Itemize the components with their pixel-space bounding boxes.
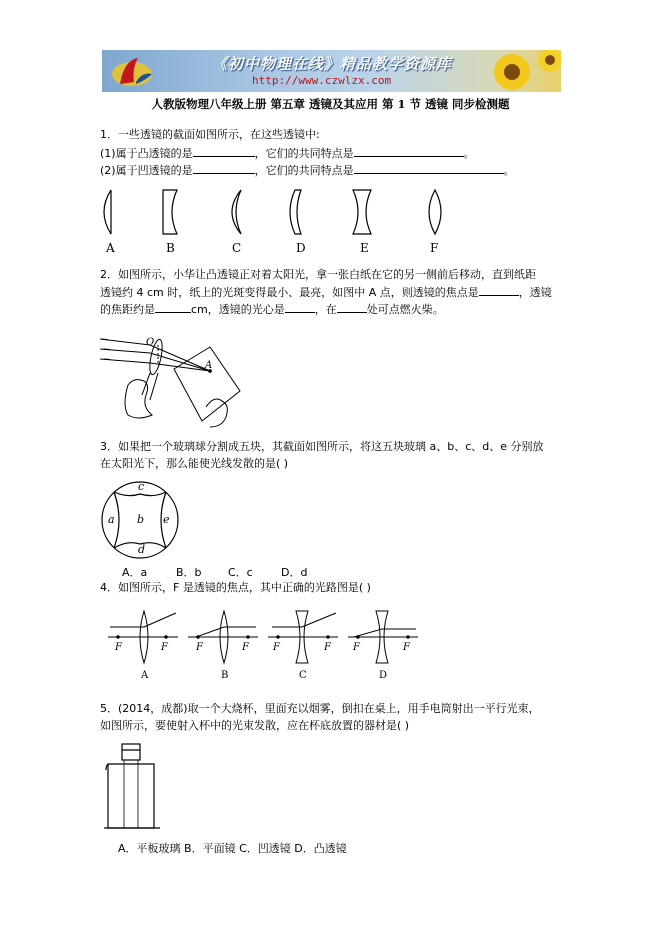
q1-label-d: D (296, 241, 306, 255)
q5-options[interactable]: A．平板玻璃 B．平面镜 C．凹透镜 D．凸透镜 (118, 842, 347, 855)
q4-focus-a1: F (115, 642, 122, 653)
q2-sunlight-lens-figure (98, 325, 258, 430)
q2-blank-optical-center[interactable] (285, 302, 315, 313)
q4-focus-d2: F (403, 642, 410, 653)
q3-option-d[interactable]: D．d (281, 566, 308, 579)
q5-beaker-flashlight-figure (100, 742, 170, 832)
logo-icon (106, 52, 166, 90)
q2-label-o: O (146, 337, 155, 348)
q4-label-b[interactable]: B (221, 670, 229, 681)
q3-line2: 在太阳光下，那么能使光线发散的是( ) (100, 457, 289, 470)
q5-line2: 如图所示，要使射入杯中的光束发散，应在杯底放置的器材是( ) (100, 719, 410, 732)
q3-part-c: c (138, 480, 145, 493)
q3-part-e: e (163, 513, 170, 526)
q5-line1: 5．(2014，成都)取一个大烧杯，里面充以烟雾，倒扣在桌上，用手电筒射出一平行光束， (100, 702, 540, 715)
q2-blank-ignite[interactable] (337, 302, 367, 313)
sunflower-decoration-icon (472, 50, 561, 92)
q1-label-e: E (360, 241, 369, 255)
q3-option-a[interactable]: A．a (122, 566, 148, 579)
q1-lens-figure (95, 188, 455, 238)
q3-line1: 3．如果把一个玻璃球分割成五块，其截面如图所示，将这五块玻璃 a、b、c、d、e 分别放 (100, 440, 544, 453)
q1-stem: 1．一些透镜的截面如图所示，在这些透镜中: (100, 128, 320, 141)
q4-focus-c2: F (324, 642, 331, 653)
q2-label-a: A (205, 360, 213, 371)
q3-option-b[interactable]: B．b (176, 566, 202, 579)
q4-focus-c1: F (273, 642, 280, 653)
q4-focus-a2: F (161, 642, 168, 653)
q1-blank-concave-feature[interactable] (354, 163, 504, 174)
q1-blank-concave[interactable] (193, 163, 255, 174)
q4-label-a[interactable]: A (141, 670, 149, 681)
document-title: 人教版物理八年级上册 第五章 透镜及其应用 第 1 节 透镜 同步检测题 (151, 97, 510, 111)
banner-title: 《初中物理在线》精品教学资源库 (212, 55, 453, 73)
q1-label-a: A (106, 241, 115, 255)
q4-focus-b2: F (242, 642, 249, 653)
q4-focus-d1: F (353, 642, 360, 653)
q3-part-b: b (137, 513, 145, 526)
q4-label-c[interactable]: C (299, 670, 307, 681)
q1-blank-convex[interactable] (193, 146, 255, 157)
q1-line2: (2)属于凹透镜的是 ，它们的共同特点是 。 (100, 164, 515, 177)
q4-focus-b1: F (196, 642, 203, 653)
q2-line1: 2．如图所示，小华让凸透镜正对着太阳光，拿一张白纸在它的另一侧前后移动，直到纸距 (100, 268, 536, 281)
q1-label-b: B (166, 241, 175, 255)
q2-blank-focus[interactable] (479, 285, 519, 296)
q1-label-c: C (232, 241, 242, 255)
q2-line2: 透镜约 4 cm 时，纸上的光斑变得最小、最亮，如图中 A 点，则透镜的焦点是 ，透镜 (100, 286, 552, 299)
q3-option-c[interactable]: C．c (228, 566, 253, 579)
q2-blank-focal-length[interactable] (155, 302, 191, 313)
banner-url[interactable]: http://www.czwlzx.com (252, 74, 392, 87)
q3-part-d: d (138, 543, 146, 556)
q1-blank-convex-feature[interactable] (354, 146, 464, 157)
q4-line1: 4．如图所示，F 是透镜的焦点，其中正确的光路图是( ) (100, 581, 371, 594)
header-banner (102, 50, 561, 92)
q1-label-f: F (430, 241, 439, 255)
q4-label-d[interactable]: D (379, 670, 388, 681)
q1-line1: (1)属于凸透镜的是 ，它们的共同特点是 。 (100, 147, 475, 160)
q3-part-a: a (108, 513, 115, 526)
q2-line3: 的焦距约是 cm，透镜的光心是 ，在 处可点燃火柴。 (100, 303, 444, 316)
q4-light-path-figure (104, 605, 424, 665)
